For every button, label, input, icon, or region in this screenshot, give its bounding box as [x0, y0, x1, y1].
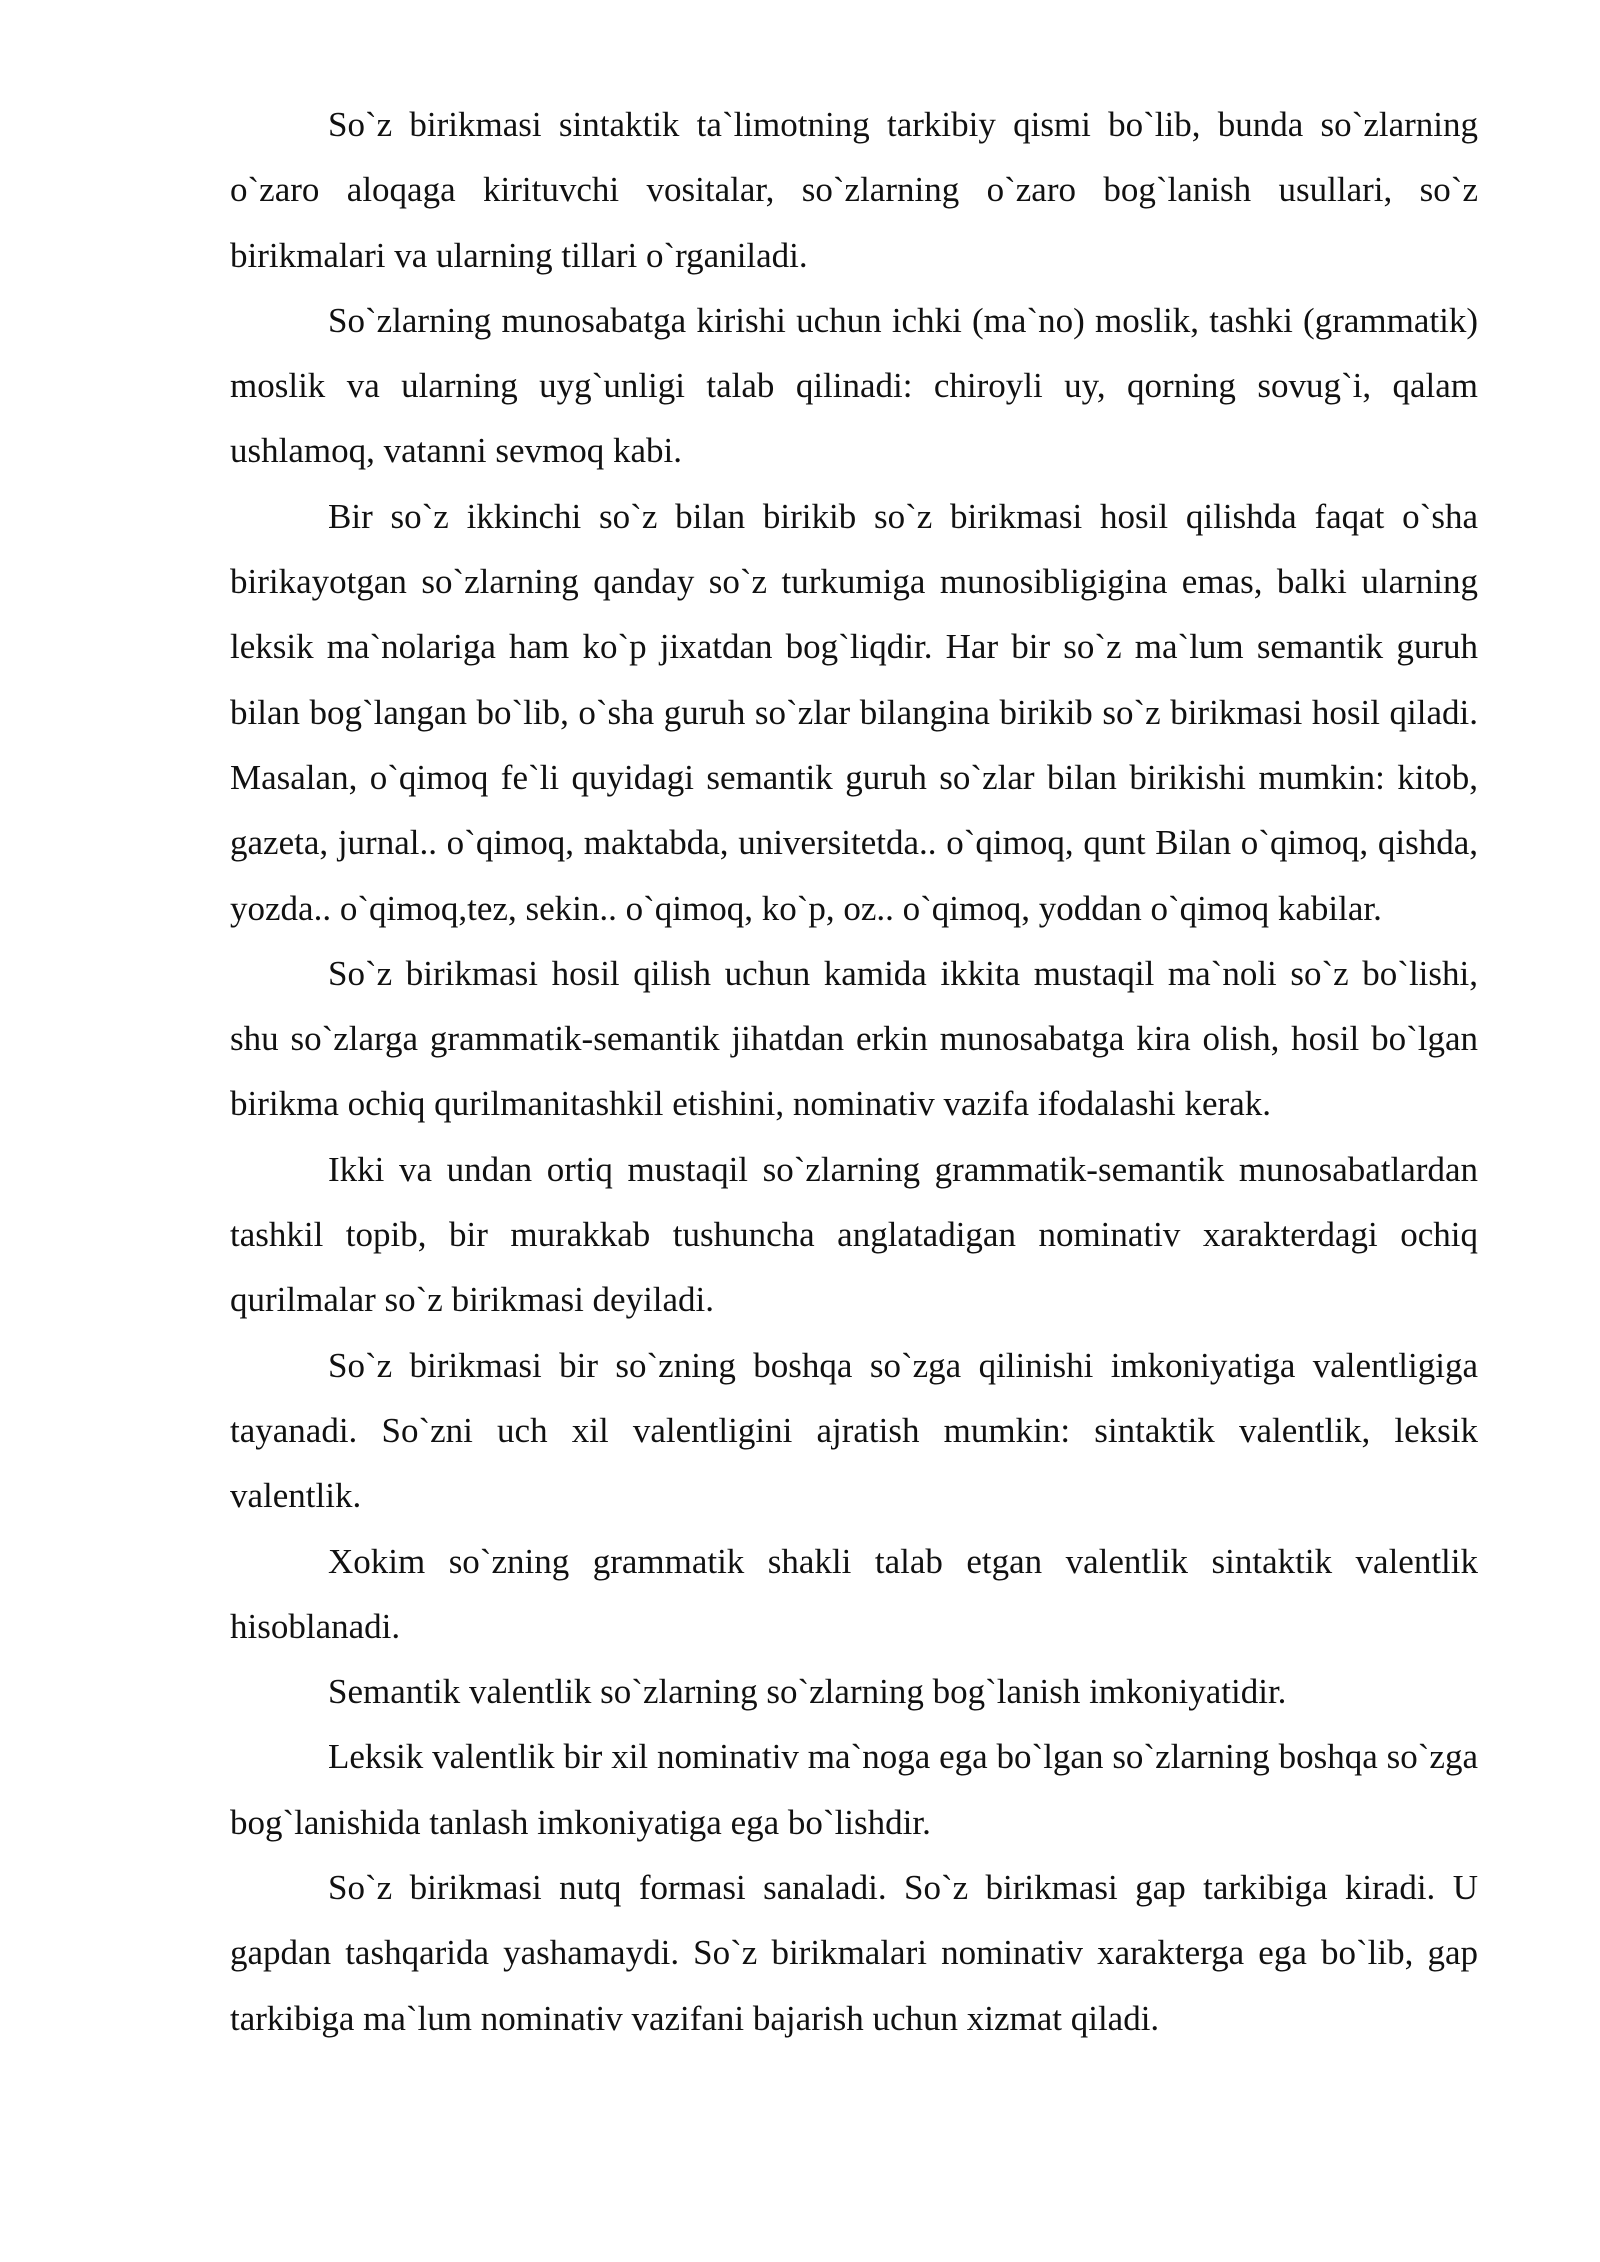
paragraph-4: So`z birikmasi hosil qilish uchun kamida ikkita mustaqil ma`noli so`z bo`lishi, shu so`zlarga grammatik-semantik jihatdan erkin munosabatga kira olish, hosil bo`lgan birikma ochiq qurilmanitashkil etishini, nominativ vazifa ifodalashi kerak.: [230, 953, 1478, 1124]
paragraph-3: Bir so`z ikkinchi so`z bilan birikib so`z birikmasi hosil qilishda faqat o`sha birikayotgan so`zlarning qanday so`z turkumiga munosibligigina emas, balki ularning leksik ma`nolariga ham ko`p jixatdan bog`liqdir. Har bir so`z ma`lum semantik guruh bilan bog`langan bo`lib, o`sha guruh so`zlar bilangina birikib so`z birikmasi hosil qiladi. Masalan, o`qimoq fe`li quyidagi semantik guruh so`zlar bilan birikishi mumkin: kitob, gazeta, jurnal.. o`qimoq, maktabda, universitetda.. o`qimoq, qunt Bilan o`qimoq, qishda, yozda.. o`qimoq,tez, sekin.. o`qimoq, ko`p, oz.. o`qimoq, yoddan o`qimoq kabilar.: [230, 496, 1478, 928]
paragraph-9: Leksik valentlik bir xil nominativ ma`noga ega bo`lgan so`zlarning boshqa so`zga bog`lanishida tanlash imkoniyatiga ega bo`lishdir.: [230, 1737, 1478, 1842]
paragraph-6: So`z birikmasi bir so`zning boshqa so`zga qilinishi imkoniyatiga valentligiga tayanadi. So`zni uch xil valentligini ajratish mumkin: sintaktik valentlik, leksik valentlik.: [230, 1345, 1478, 1516]
paragraph-8: Semantik valentlik so`zlarning so`zlarning bog`lanish imkoniyatidir.: [328, 1672, 1287, 1712]
paragraph-7: Xokim so`zning grammatik shakli talab etgan valentlik sintaktik valentlik hisoblanadi.: [230, 1541, 1478, 1646]
paragraph-2: So`zlarning munosabatga kirishi uchun ichki (ma`no) moslik, tashki (grammatik) moslik va ularning uyg`unligi talab qilinadi: chiroyli uy, qorning sovug`i, qalam ushlamoq, vatanni sevmoq kabi.: [230, 300, 1478, 471]
paragraph-1: So`z birikmasi sintaktik ta`limotning tarkibiy qismi bo`lib, bunda so`zlarning o`zaro aloqaga kirituvchi vositalar, so`zlarning o`zaro bog`lanish usullari, so`z birikmalari va ularning tillari o`rganiladi.: [230, 105, 1478, 275]
paragraph-5: Ikki va undan ortiq mustaqil so`zlarning grammatik-semantik munosabatlardan tashkil topib, bir murakkab tushuncha anglatadigan nominativ xarakterdagi ochiq qurilmalar so`z birikmasi deyiladi.: [230, 1149, 1478, 1320]
paragraph-10: So`z birikmasi nutq formasi sanaladi. So`z birikmasi gap tarkibiga kiradi. U gapdan tashqarida yashamaydi. So`z birikmalari nominativ xarakterga ega bo`lib, gap tarkibiga ma`lum nominativ vazifani bajarish uchun xizmat qiladi.: [230, 1868, 1478, 2038]
document-page: [230, 92, 1478, 2051]
